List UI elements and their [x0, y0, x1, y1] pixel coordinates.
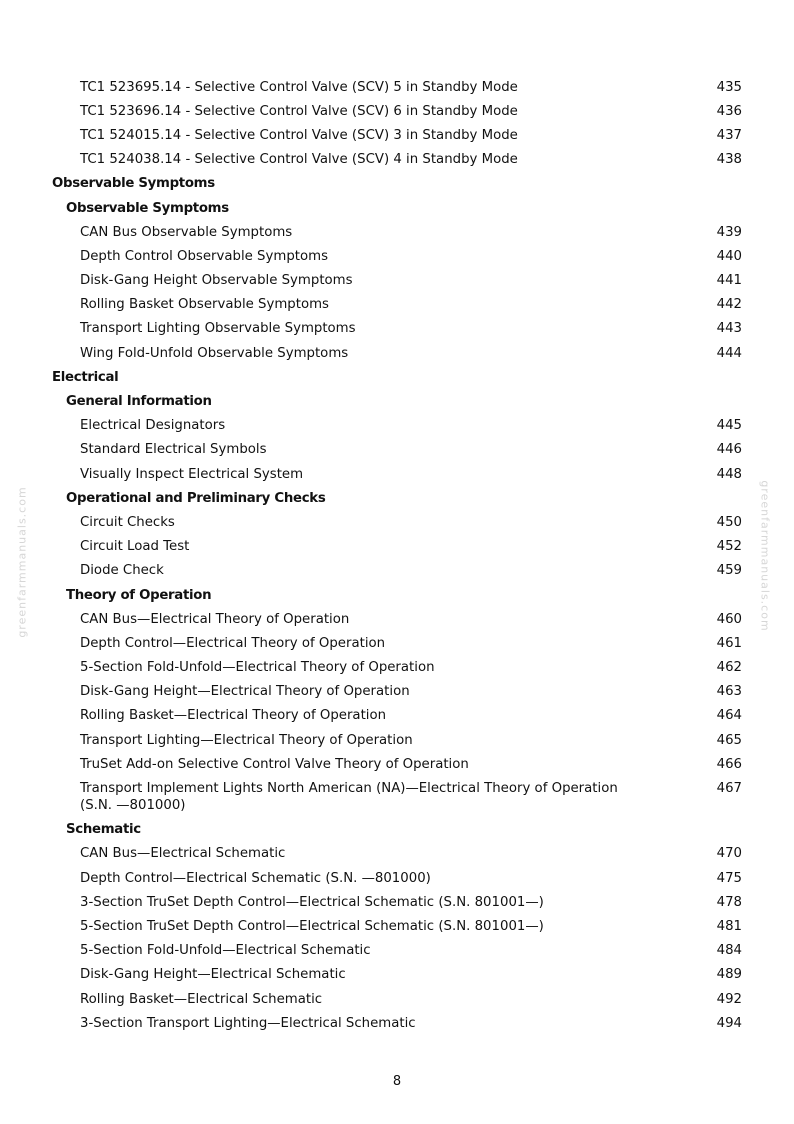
- toc-entry-page: 492: [716, 991, 742, 1007]
- toc-entry-title: TC1 524015.14 - Selective Control Valve (SCV) 3 in Standby Mode: [80, 127, 518, 143]
- toc-entry-title: General Information: [66, 394, 212, 410]
- toc-entry-page: 470: [716, 846, 742, 862]
- toc-entry-page: 464: [716, 708, 742, 724]
- watermark-left: greenfarmmanuals.com: [15, 486, 29, 638]
- toc-entry[interactable]: [0, 680, 794, 704]
- toc-entry-page: 436: [716, 103, 742, 119]
- toc-entry-title: Depth Control Observable Symptoms: [80, 248, 328, 264]
- toc-entry[interactable]: [0, 148, 794, 172]
- toc-subheading[interactable]: [0, 196, 794, 220]
- toc-entry[interactable]: [0, 75, 794, 99]
- toc-entry-page: 494: [716, 1015, 742, 1031]
- toc-entry-title: Rolling Basket Observable Symptoms: [80, 297, 329, 313]
- toc-entry-page: 478: [716, 894, 742, 910]
- toc-entry[interactable]: [0, 866, 794, 890]
- toc-entry[interactable]: [0, 341, 794, 365]
- toc-entry-page: 450: [716, 514, 742, 530]
- toc-entry-page: 439: [716, 224, 742, 240]
- toc-entry-page: 445: [716, 418, 742, 434]
- toc-entry-title: Depth Control—Electrical Theory of Operation: [80, 635, 386, 651]
- toc-entry-title: CAN Bus Observable Symptoms: [80, 224, 293, 240]
- toc-entry[interactable]: [0, 607, 794, 631]
- toc-entry-title: 3-Section TruSet Depth Control—Electrical Schematic (S.N. 801001—): [80, 894, 544, 910]
- toc-entry[interactable]: [0, 752, 794, 776]
- toc-entry-title: Rolling Basket—Electrical Schematic: [80, 991, 323, 1007]
- toc-subheading[interactable]: [0, 583, 794, 607]
- toc-entry-title: Electrical Designators: [80, 418, 226, 434]
- toc-entry-title: 5-Section TruSet Depth Control—Electrical Schematic (S.N. 801001—): [80, 918, 544, 934]
- toc-entry-title: Depth Control—Electrical Schematic (S.N. —801000): [80, 870, 431, 886]
- toc-entry-title: Electrical: [52, 369, 119, 385]
- toc-entry-title: Circuit Checks: [80, 514, 175, 530]
- toc-entry-page: 475: [716, 870, 742, 886]
- toc-entry-title: Circuit Load Test: [80, 539, 190, 555]
- toc-entry[interactable]: [0, 99, 794, 123]
- toc-entry[interactable]: [0, 890, 794, 914]
- toc-entry-page: 467: [716, 781, 742, 797]
- toc-entry-page: 465: [716, 732, 742, 748]
- toc-entry-title: Observable Symptoms: [66, 200, 229, 216]
- toc-entry[interactable]: [0, 704, 794, 728]
- toc-entry[interactable]: [0, 244, 794, 268]
- toc-entry[interactable]: [0, 728, 794, 752]
- toc-entry-page: 437: [716, 127, 742, 143]
- toc-subheading[interactable]: [0, 486, 794, 510]
- toc-entry-page: 442: [716, 297, 742, 313]
- toc-entry[interactable]: [0, 123, 794, 147]
- toc-entry-page: 435: [716, 79, 742, 95]
- toc-entry-title: Wing Fold-Unfold Observable Symptoms: [80, 345, 349, 361]
- toc-entry-page: 444: [716, 345, 742, 361]
- toc-entry-title: TC1 523695.14 - Selective Control Valve (SCV) 5 in Standby Mode: [80, 79, 518, 95]
- toc-entry-page: 459: [716, 563, 742, 579]
- toc-entry[interactable]: [0, 510, 794, 534]
- toc-entry[interactable]: [0, 1011, 794, 1035]
- toc-entry-title: Rolling Basket—Electrical Theory of Operation: [80, 708, 387, 724]
- toc-entry[interactable]: [0, 269, 794, 293]
- toc-entry-title: CAN Bus—Electrical Theory of Operation: [80, 611, 350, 627]
- toc-entry-page: 489: [716, 967, 742, 983]
- toc-entry-title: Visually Inspect Electrical System: [80, 466, 304, 482]
- toc-subheading[interactable]: [0, 818, 794, 842]
- page-number: 8: [392, 1074, 402, 1089]
- toc-entry-page: 484: [716, 943, 742, 959]
- toc-entry-title: Transport Lighting—Electrical Theory of Operation: [80, 732, 413, 748]
- toc-entry-page: 462: [716, 660, 742, 676]
- toc-entry-title: TC1 524038.14 - Selective Control Valve (SCV) 4 in Standby Mode: [80, 152, 518, 168]
- toc-entry[interactable]: [0, 317, 794, 341]
- toc-entry[interactable]: [0, 631, 794, 655]
- toc-entry[interactable]: [0, 987, 794, 1011]
- toc-entry[interactable]: [0, 842, 794, 866]
- toc-entry-page: 448: [716, 466, 742, 482]
- toc-entry-page: 440: [716, 248, 742, 264]
- toc-entry[interactable]: [0, 914, 794, 938]
- toc-entry-title: Transport Implement Lights North American (NA)—Electrical Theory of Operation (S.N. —801000): [80, 781, 618, 814]
- toc-entry-page: 441: [716, 273, 742, 289]
- toc-heading[interactable]: [0, 172, 794, 196]
- toc-entry-title: Disk-Gang Height Observable Symptoms: [80, 273, 353, 289]
- toc-entry-page: 463: [716, 684, 742, 700]
- toc-entry-title: Disk-Gang Height—Electrical Schematic: [80, 967, 346, 983]
- toc-entry-page: 466: [716, 756, 742, 772]
- toc-entry-title: Operational and Preliminary Checks: [66, 490, 326, 506]
- toc-entry-title: Standard Electrical Symbols: [80, 442, 267, 458]
- toc-entry-title: Diode Check: [80, 563, 164, 579]
- toc-entry-title: 5-Section Fold-Unfold—Electrical Schematic: [80, 943, 371, 959]
- toc-entry-page: 438: [716, 152, 742, 168]
- toc-entry[interactable]: [0, 776, 794, 817]
- toc-entry-title: CAN Bus—Electrical Schematic: [80, 846, 286, 862]
- toc-entry[interactable]: [0, 293, 794, 317]
- toc-entry[interactable]: [0, 438, 794, 462]
- toc-entry-title: Observable Symptoms: [52, 176, 215, 192]
- toc-entry[interactable]: [0, 462, 794, 486]
- toc-entry-page: 443: [716, 321, 742, 337]
- toc-subheading[interactable]: [0, 389, 794, 413]
- watermark-right: greenfarmmanuals.com: [758, 480, 772, 632]
- toc-entry[interactable]: [0, 220, 794, 244]
- toc-entry[interactable]: [0, 939, 794, 963]
- toc-entry-page: 460: [716, 611, 742, 627]
- toc-entry-page: 461: [716, 635, 742, 651]
- toc-entry-title: Transport Lighting Observable Symptoms: [80, 321, 356, 337]
- toc-entry-title: Schematic: [66, 822, 141, 838]
- toc-entry[interactable]: [0, 535, 794, 559]
- toc-entry-title: 3-Section Transport Lighting—Electrical Schematic: [80, 1015, 416, 1031]
- toc-entry[interactable]: [0, 963, 794, 987]
- toc-entry-page: 452: [716, 539, 742, 555]
- toc-entry[interactable]: [0, 656, 794, 680]
- toc-entry[interactable]: [0, 414, 794, 438]
- toc-entry-title: TruSet Add-on Selective Control Valve Theory of Operation: [80, 756, 469, 772]
- toc-entry-page: 481: [716, 918, 742, 934]
- toc-entry-title: Disk-Gang Height—Electrical Theory of Operation: [80, 684, 410, 700]
- table-of-contents: [0, 75, 794, 1035]
- toc-entry-title: Theory of Operation: [66, 587, 212, 603]
- toc-entry-page: 446: [716, 442, 742, 458]
- toc-entry-title: 5-Section Fold-Unfold—Electrical Theory of Operation: [80, 660, 435, 676]
- toc-entry[interactable]: [0, 559, 794, 583]
- toc-heading[interactable]: [0, 365, 794, 389]
- toc-entry-title: TC1 523696.14 - Selective Control Valve (SCV) 6 in Standby Mode: [80, 103, 518, 119]
